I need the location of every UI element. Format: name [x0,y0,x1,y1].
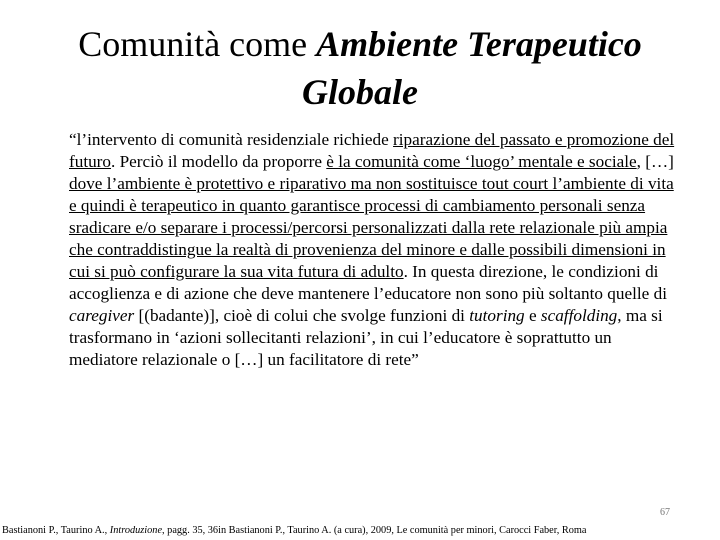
page-number: 67 [660,507,670,518]
citation-segment: , pagg. 35, 36in Bastianoni P., Taurino A. (a cura), 2009, Le comunità per minori, Carocci Faber, Roma [162,525,587,536]
citation-italic-title: Introduzione [109,525,163,536]
title-emphasis-2: Globale [302,72,418,112]
title-plain: Comunità come [78,24,317,64]
quote-segment: , […] [636,152,674,171]
quote-italic-term: scaffolding [540,306,618,325]
citation [2,524,718,537]
quote-segment: . In questa direzione, le condizioni di accoglienza e di azione che deve mantenere l’educatore non sono più soltanto quelle di [69,262,667,303]
quote-segment: “l’intervento di comunità residenziale richiede [69,130,394,149]
quote-underlined-segment: riparazione del passato e promozione del futuro [69,130,675,171]
quote-segment: e [524,306,541,325]
quote-italic-term: caregiver [69,306,135,325]
title-emphasis-1: Ambiente Terapeutico [316,24,642,64]
quote-segment: , ma si trasformano in ‘azioni sollecitanti relazioni’, in cui l’educatore è soprattutto un mediatore relazionale o […] un facilitatore di rete” [69,306,663,369]
quote-segment: [(badante)], cioè di colui che svolge funzioni di [134,306,470,325]
citation-segment: Bastianoni P., Taurino A., [2,525,110,536]
quote-underlined-segment: è la comunità come ‘luogo’ mentale e sociale [326,152,637,171]
quote-segment: . Perciò il modello da proporre [111,152,327,171]
quote-underlined-segment: dove l’ambiente è protettivo e riparativo ma non sostituisce tout court l’ambiente di vita e quindi è terapeutico in quanto garantisce processi di cambiamento personali senza sradicare e/o separare i processi/percorsi personalizzati dalla rete relazionale più ampia che contraddistingue la realtà di provenienza del minore e dalle possibili dimensioni in cui si può configurare la sua vita futura di adulto [69,174,674,281]
slide-title [20,20,700,116]
quote-body [69,129,681,371]
quote-italic-term: tutoring [469,306,525,325]
